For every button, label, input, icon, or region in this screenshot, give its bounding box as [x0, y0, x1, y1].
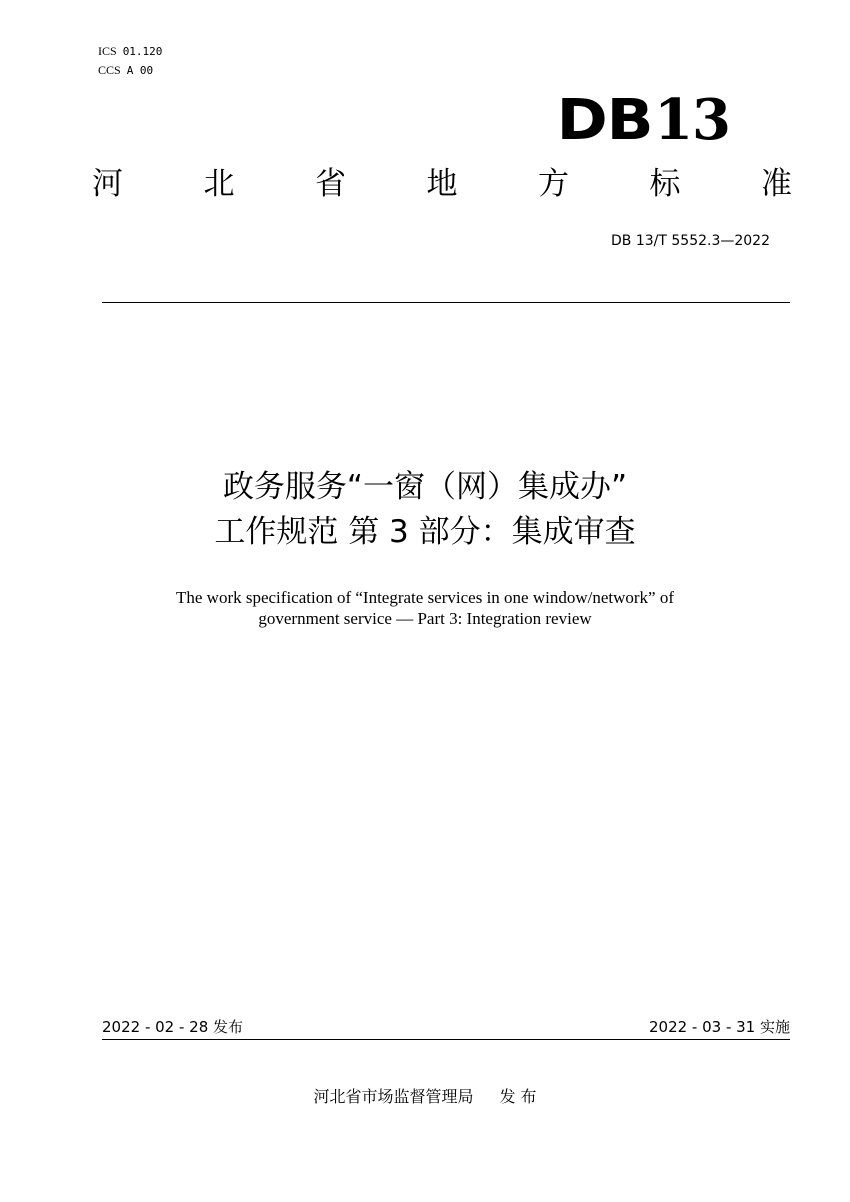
issue-action: 发 布 [499, 1087, 537, 1106]
document-title-en [0, 587, 850, 629]
classification-codes [98, 42, 162, 80]
db-number: 13 [654, 87, 730, 153]
standard-type-heading [92, 162, 792, 206]
issuer-line [0, 1085, 850, 1109]
standard-type-char: 方 [538, 166, 569, 202]
issuing-organization: 河北省市场监督管理局 [313, 1087, 474, 1106]
standard-type-char: 地 [426, 166, 458, 202]
document-title-cn [0, 465, 850, 555]
title-en-line2: government service — Part 3: Integration review [258, 609, 592, 628]
title-en-line1: The work specification of “Integrate services in one window/network” of [175, 588, 674, 607]
date-row [102, 1016, 790, 1038]
db-prefix: DB [556, 88, 653, 153]
implement-date: 2022 - 03 - 31 实施 [648, 1018, 790, 1036]
standard-type-char: 省 [315, 166, 346, 202]
ccs-row [98, 61, 162, 80]
ics-label: ICS [98, 44, 117, 58]
db13-logo [556, 80, 730, 161]
top-divider [102, 302, 790, 303]
ccs-label: CCS [98, 63, 121, 77]
ics-row [98, 42, 162, 61]
standard-type-char: 河 [92, 166, 123, 202]
bottom-divider [102, 1039, 790, 1040]
standard-type-char: 准 [761, 166, 792, 202]
standard-type-char: 标 [649, 166, 681, 202]
standard-number: DB 13/T 5552.3—2022 [611, 233, 770, 249]
title-cn-line2: 工作规范 第 3 部分：集成审查 [214, 514, 636, 550]
ics-value: 01.120 [122, 45, 163, 58]
ccs-value: A 00 [126, 64, 154, 77]
publish-date: 2022 - 02 - 28 发布 [102, 1018, 244, 1036]
title-cn-line1: 政务服务“一窗（网）集成办” [222, 469, 628, 505]
standard-type-char: 北 [203, 166, 235, 202]
